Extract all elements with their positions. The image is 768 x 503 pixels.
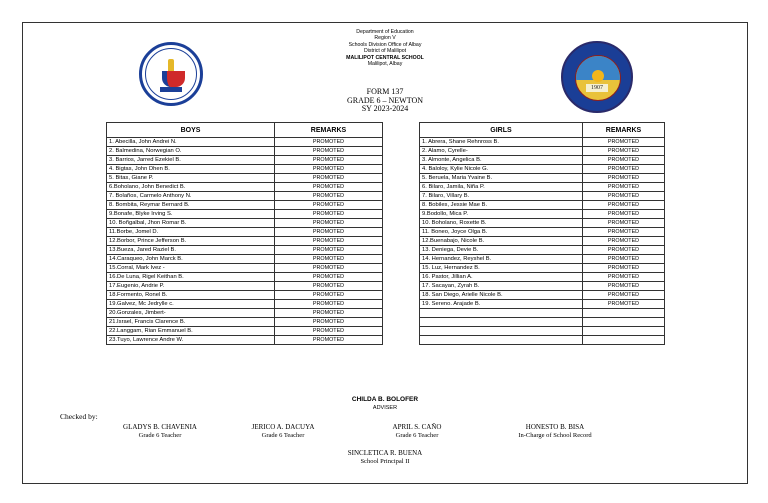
student-name-cell: 13.Bueza, Jared Raziel B. [107,246,275,255]
student-name-cell: 1. Abrera, Shane Rehnross B. [420,138,583,147]
table-row [420,246,665,255]
header-line: Department of Education [356,29,414,35]
table-row [107,147,383,156]
signatory-block [228,423,338,440]
remark-cell: PROMOTED [275,300,383,309]
book-icon [160,87,182,92]
student-name-cell: 13. Deniega, Devie B. [420,246,583,255]
remark-cell: PROMOTED [275,147,383,156]
student-name-cell [420,336,583,345]
remark-cell: PROMOTED [275,291,383,300]
table-row [107,201,383,210]
table-row [107,336,383,345]
remark-cell: PROMOTED [275,318,383,327]
remark-cell: PROMOTED [583,255,665,264]
remark-cell: PROMOTED [583,291,665,300]
table-row [420,336,665,345]
form-title-block [300,88,470,114]
student-name-cell: 20.Gonzales, Jimbert- [107,309,275,318]
table-row [420,228,665,237]
student-name-cell: 12.Borbor, Prince Jefferson B. [107,237,275,246]
remark-cell: PROMOTED [583,228,665,237]
student-name-cell: 23.Tuyo, Lawrence Andre W. [107,336,275,345]
remark-cell: PROMOTED [275,192,383,201]
adviser-title: ADVISER [372,405,398,411]
table-row [420,237,665,246]
student-name-cell: 1. Abecilla, John Andrei N. [107,138,275,147]
student-name-cell: 18.Formento, Ronel B. [107,291,275,300]
table-row [107,273,383,282]
header-line: District of Malilipot [363,48,407,55]
remark-cell: PROMOTED [275,210,383,219]
student-name-cell: 15.Corral, Mark Ivez - [107,264,275,273]
student-name-cell: 8. Bombita, Reymar Bernard B. [107,201,275,210]
remark-cell: PROMOTED [275,201,383,210]
table-row [107,291,383,300]
remark-cell: PROMOTED [275,183,383,192]
student-name-cell: 14.Caraqueo, John Marck B. [107,255,275,264]
remark-cell: PROMOTED [583,165,665,174]
remark-cell: PROMOTED [275,264,383,273]
table-row [107,327,383,336]
signatory-title: Grade 6 Teacher [261,431,305,439]
student-name-cell [420,318,583,327]
remark-cell: PROMOTED [275,282,383,291]
table-row [420,273,665,282]
student-name-cell: 16.De Luna, Rigel Keithan B. [107,273,275,282]
student-name-cell: 11.Borbe, Jomel D. [107,228,275,237]
principal-name: SINCLETICA R. BUENA [347,449,423,457]
student-name-cell: 10. Boñgalbal, Jhon Romar B. [107,219,275,228]
girls-table [419,122,665,345]
table-row [107,255,383,264]
student-name-cell: 19. Sereno. Arajade B. [420,300,583,309]
remark-cell: PROMOTED [275,156,383,165]
table-row [107,318,383,327]
remark-cell: PROMOTED [583,300,665,309]
remark-cell: PROMOTED [275,228,383,237]
student-name-cell: 6. Bilaro, Jamila, Niña P. [420,183,583,192]
table-row [420,174,665,183]
table-row [420,282,665,291]
remark-cell [583,336,665,345]
remark-cell: PROMOTED [275,246,383,255]
signatory-name: APRIL S. CAÑO [392,423,442,431]
table-row [420,138,665,147]
remark-cell: PROMOTED [583,237,665,246]
student-name-cell: 2. Alamo, Cyrelle- [420,147,583,156]
remark-cell: PROMOTED [583,201,665,210]
adviser-name: CHILDA B. BOLOFER [351,396,419,403]
seal-year: 1907 [586,84,608,92]
student-name-cell [420,327,583,336]
remark-cell: PROMOTED [583,282,665,291]
remark-cell: PROMOTED [583,246,665,255]
student-name-cell: 9.Bonafe, Blyke Irving S. [107,210,275,219]
student-name-cell: 5. Beruela, Maria Yvaine B. [420,174,583,183]
table-row [107,192,383,201]
student-name-cell: 10. Boholano, Roxette B. [420,219,583,228]
student-name-cell: 3. Barrios, Jarred Ezekiel B. [107,156,275,165]
seal-center [575,55,621,101]
signatory-name: JERICO A. DACUYA [251,423,315,431]
table-row [420,165,665,174]
document-header [300,29,470,67]
table-row [420,318,665,327]
student-name-cell: 11. Boneo, Joyce Olga B. [420,228,583,237]
student-name-cell: 8. Bobiles, Jessie Mae B. [420,201,583,210]
remark-cell: PROMOTED [275,273,383,282]
table-row [107,183,383,192]
student-name-cell [420,309,583,318]
table-row [420,192,665,201]
student-name-cell: 2. Balmedina, Norwegian O. [107,147,275,156]
remark-cell: PROMOTED [275,255,383,264]
table-header-row [420,123,665,138]
boys-table [106,122,383,345]
form-title: FORM 137 [366,87,404,96]
signatory-name: HONESTO B. BISA [525,423,585,431]
deped-seal-logo [139,42,203,106]
table-row [107,219,383,228]
remark-cell: PROMOTED [583,210,665,219]
grade-section: GRADE 6 – NEWTON [346,95,424,105]
remark-cell: PROMOTED [583,147,665,156]
remark-cell: PROMOTED [583,174,665,183]
student-name-cell: 17.Eugenio, Andrie P. [107,282,275,291]
table-row [420,183,665,192]
signatory-title: Grade 6 Teacher [138,431,182,439]
remark-cell: PROMOTED [275,327,383,336]
table-row [420,291,665,300]
student-name-cell: 22.Langgam, Rian Emmanuel B. [107,327,275,336]
remark-cell: PROMOTED [583,192,665,201]
checked-by-label: Checked by: [60,412,98,421]
boys-column-header: BOYS [107,123,275,138]
girls-column-header: GIRLS [420,123,583,138]
table-row [420,201,665,210]
student-name-cell: 16. Pastor, Jillian A. [420,273,583,282]
student-name-cell: 17. Sacayan, Zyrah B. [420,282,583,291]
table-row [420,219,665,228]
table-row [107,165,383,174]
remark-cell: PROMOTED [583,264,665,273]
table-row [420,255,665,264]
student-name-cell: 6.Boholano, John Benedict B. [107,183,275,192]
student-name-cell: 4. Baloloy, Kylie Nicole G. [420,165,583,174]
student-name-cell: 3. Almonte, Angelica B. [420,156,583,165]
header-line: Schools Division Office of Albay [348,41,422,48]
table-row [107,237,383,246]
table-row [420,327,665,336]
remark-cell [583,327,665,336]
remark-cell: PROMOTED [583,219,665,228]
table-row [420,210,665,219]
signatory-name: GLADYS B. CHAVENIA [123,423,197,431]
table-row [420,156,665,165]
table-row [107,300,383,309]
table-row [420,264,665,273]
table-row [107,264,383,273]
remark-cell: PROMOTED [275,237,383,246]
table-row [107,210,383,219]
header-line: Region V [374,35,396,42]
signatory-block [100,423,220,440]
student-name-cell: 7. Bilaro, Villary B. [420,192,583,201]
remark-cell: PROMOTED [583,273,665,282]
remark-cell: PROMOTED [583,156,665,165]
student-name-cell: 9.Bodollo, Mica P. [420,210,583,219]
adviser-block [300,396,470,412]
student-name-cell: 12.Buenabajo, Nicole B. [420,237,583,246]
table-row [420,147,665,156]
table-row [107,246,383,255]
remark-cell: PROMOTED [275,309,383,318]
remarks-column-header: REMARKS [583,123,665,138]
table-row [107,156,383,165]
student-name-cell: 18. San Diego, Arielle Nicole B. [420,291,583,300]
signatory-title: In-Charge of School Record [518,431,592,439]
remark-cell: PROMOTED [275,165,383,174]
remark-cell [583,309,665,318]
remark-cell: PROMOTED [275,138,383,147]
table-row [107,138,383,147]
sun-icon [592,70,604,82]
signatory-block [362,423,472,440]
school-name: MALILIPOT CENTRAL SCHOOL [346,54,424,61]
remark-cell: PROMOTED [583,183,665,192]
student-name-cell: 7. Bolaños, Carmelo Anthony N. [107,192,275,201]
principal-block [300,449,470,466]
remark-cell [583,318,665,327]
table-row [107,309,383,318]
table-row [107,282,383,291]
student-name-cell: 15. Luz, Hernandez B. [420,264,583,273]
signatory-title: Grade 6 Teacher [395,431,439,439]
table-row [107,174,383,183]
student-name-cell: 4. Bigtas, John Dhen B. [107,165,275,174]
remarks-column-header: REMARKS [275,123,383,138]
school-seal-logo [561,41,633,113]
student-name-cell: 19.Galvez, Mc Jedrylle c. [107,300,275,309]
student-name-cell: 5. Bitas, Giane P. [107,174,275,183]
table-row [420,300,665,309]
remark-cell: PROMOTED [275,336,383,345]
student-name-cell: 21.Israel, Francis Clarence B. [107,318,275,327]
table-row [107,228,383,237]
school-year: SY 2023-2024 [361,104,409,114]
student-name-cell: 14. Hernandez, Reyshel B. [420,255,583,264]
header-line: Malilipot, Albay [367,61,403,68]
remark-cell: PROMOTED [275,174,383,183]
principal-title: School Principal II [360,457,410,465]
signatory-block [480,423,630,440]
table-row [420,309,665,318]
table-header-row [107,123,383,138]
remark-cell: PROMOTED [275,219,383,228]
shield-icon [162,71,185,87]
remark-cell: PROMOTED [583,138,665,147]
